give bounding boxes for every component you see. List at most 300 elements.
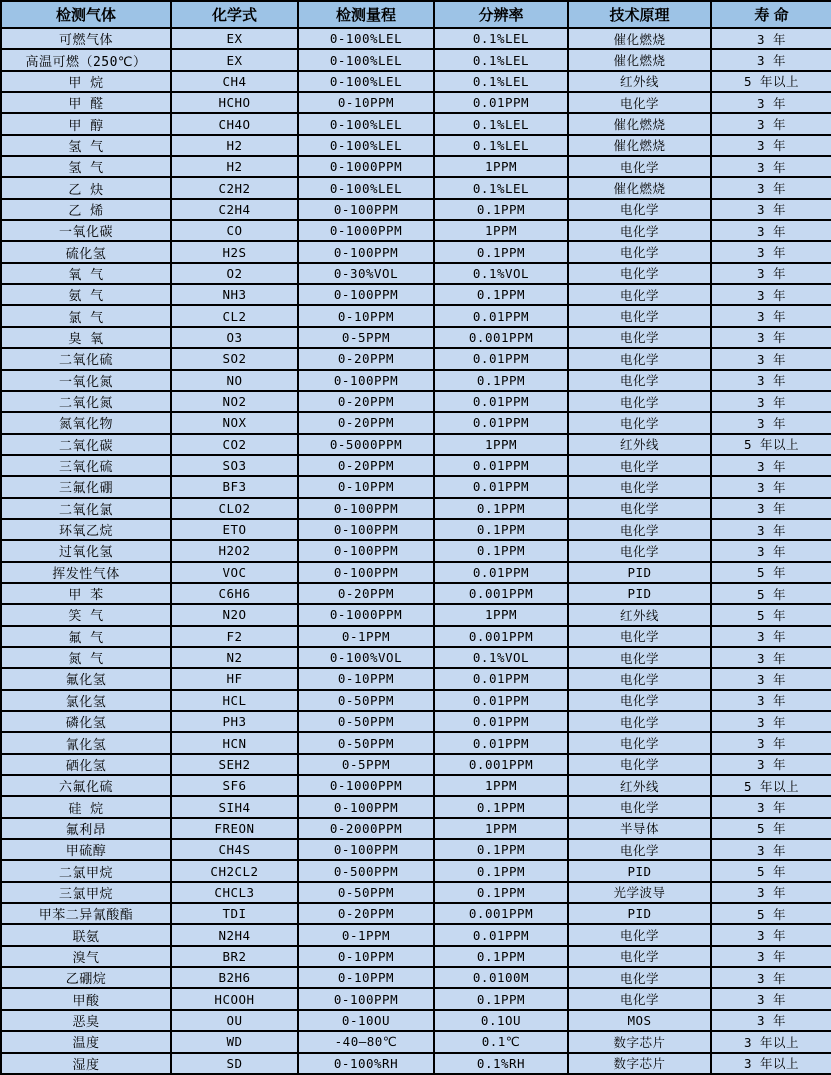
gas-name-cell: 温度	[1, 1031, 171, 1052]
table-row	[1, 946, 831, 967]
table-row	[1, 668, 831, 689]
gas-name-cell: 乙 炔	[1, 177, 171, 198]
table-row	[1, 28, 831, 49]
resolution-cell: 0.01PPM	[434, 668, 568, 689]
formula-cell: N2H4	[171, 924, 298, 945]
gas-name-cell: 氢 气	[1, 135, 171, 156]
range-cell: 0-100PPM	[298, 839, 434, 860]
principle-cell: 红外线	[568, 775, 711, 796]
resolution-cell: 0.1%LEL	[434, 71, 568, 92]
lifespan-cell: 3 年	[711, 690, 831, 711]
table-row	[1, 732, 831, 753]
resolution-cell: 0.1PPM	[434, 860, 568, 881]
gas-name-cell: 乙 烯	[1, 199, 171, 220]
resolution-cell: 0.1%RH	[434, 1053, 568, 1075]
lifespan-cell: 3 年	[711, 370, 831, 391]
lifespan-cell: 3 年	[711, 626, 831, 647]
range-cell: 0-100%RH	[298, 1053, 434, 1075]
formula-cell: SO3	[171, 455, 298, 476]
range-cell: 0-1000PPM	[298, 604, 434, 625]
range-cell: 0-10PPM	[298, 946, 434, 967]
principle-cell: 电化学	[568, 476, 711, 497]
gas-name-cell: 二氯甲烷	[1, 860, 171, 881]
principle-cell: 催化燃烧	[568, 113, 711, 134]
principle-cell: 电化学	[568, 988, 711, 1009]
range-cell: 0-100%LEL	[298, 28, 434, 49]
formula-cell: NH3	[171, 284, 298, 305]
formula-cell: OU	[171, 1010, 298, 1031]
resolution-cell: 1PPM	[434, 818, 568, 839]
gas-name-cell: 一氧化氮	[1, 370, 171, 391]
gas-name-cell: 甲苯二异氰酸酯	[1, 903, 171, 924]
formula-cell: SD	[171, 1053, 298, 1075]
table-row	[1, 49, 831, 70]
formula-cell: O2	[171, 263, 298, 284]
lifespan-cell: 3 年	[711, 732, 831, 753]
table-row	[1, 434, 831, 455]
formula-cell: NO2	[171, 391, 298, 412]
table-row	[1, 860, 831, 881]
principle-cell: 电化学	[568, 711, 711, 732]
gas-name-cell: 氟利昂	[1, 818, 171, 839]
range-cell: 0-1PPM	[298, 626, 434, 647]
resolution-cell: 0.001PPM	[434, 754, 568, 775]
range-cell: 0-100PPM	[298, 519, 434, 540]
principle-cell: 催化燃烧	[568, 49, 711, 70]
gas-name-cell: 可燃气体	[1, 28, 171, 49]
lifespan-cell: 3 年	[711, 263, 831, 284]
principle-cell: 电化学	[568, 92, 711, 113]
lifespan-cell: 3 年	[711, 647, 831, 668]
formula-cell: HCHO	[171, 92, 298, 113]
table-row	[1, 263, 831, 284]
resolution-cell: 0.1PPM	[434, 241, 568, 262]
table-row	[1, 775, 831, 796]
formula-cell: WD	[171, 1031, 298, 1052]
header-row	[1, 1, 831, 28]
column-header: 化学式	[171, 1, 298, 28]
range-cell: 0-1000PPM	[298, 156, 434, 177]
lifespan-cell: 3 年	[711, 498, 831, 519]
resolution-cell: 0.001PPM	[434, 583, 568, 604]
resolution-cell: 0.1%LEL	[434, 28, 568, 49]
principle-cell: 电化学	[568, 498, 711, 519]
range-cell: 0-500PPM	[298, 860, 434, 881]
principle-cell: 电化学	[568, 327, 711, 348]
range-cell: 0-100%LEL	[298, 71, 434, 92]
column-header: 检测量程	[298, 1, 434, 28]
resolution-cell: 1PPM	[434, 434, 568, 455]
table-row	[1, 370, 831, 391]
lifespan-cell: 3 年	[711, 1010, 831, 1031]
resolution-cell: 0.1%LEL	[434, 113, 568, 134]
formula-cell: ETO	[171, 519, 298, 540]
range-cell: 0-100PPM	[298, 199, 434, 220]
lifespan-cell: 3 年	[711, 220, 831, 241]
lifespan-cell: 3 年	[711, 305, 831, 326]
formula-cell: HCOOH	[171, 988, 298, 1009]
gas-name-cell: 氨 气	[1, 284, 171, 305]
principle-cell: 电化学	[568, 796, 711, 817]
formula-cell: FREON	[171, 818, 298, 839]
principle-cell: 电化学	[568, 241, 711, 262]
range-cell: 0-100PPM	[298, 988, 434, 1009]
lifespan-cell: 5 年	[711, 604, 831, 625]
lifespan-cell: 3 年	[711, 882, 831, 903]
gas-name-cell: 氯 气	[1, 305, 171, 326]
formula-cell: BR2	[171, 946, 298, 967]
gas-name-cell: 溴气	[1, 946, 171, 967]
formula-cell: B2H6	[171, 967, 298, 988]
table-row	[1, 476, 831, 497]
principle-cell: 红外线	[568, 71, 711, 92]
lifespan-cell: 3 年	[711, 967, 831, 988]
formula-cell: CH4O	[171, 113, 298, 134]
table-row	[1, 562, 831, 583]
formula-cell: F2	[171, 626, 298, 647]
range-cell: 0-50PPM	[298, 732, 434, 753]
range-cell: 0-10PPM	[298, 305, 434, 326]
lifespan-cell: 5 年以上	[711, 71, 831, 92]
lifespan-cell: 3 年	[711, 156, 831, 177]
principle-cell: 红外线	[568, 604, 711, 625]
principle-cell: 电化学	[568, 668, 711, 689]
resolution-cell: 0.0100M	[434, 967, 568, 988]
gas-name-cell: 三氟化硼	[1, 476, 171, 497]
gas-name-cell: 甲硫醇	[1, 839, 171, 860]
range-cell: -40—80℃	[298, 1031, 434, 1052]
range-cell: 0-100PPM	[298, 241, 434, 262]
table-row	[1, 839, 831, 860]
formula-cell: N2	[171, 647, 298, 668]
principle-cell: 电化学	[568, 284, 711, 305]
lifespan-cell: 3 年	[711, 476, 831, 497]
gas-name-cell: 过氧化氢	[1, 540, 171, 561]
resolution-cell: 0.1PPM	[434, 498, 568, 519]
principle-cell: 电化学	[568, 220, 711, 241]
range-cell: 0-100%LEL	[298, 113, 434, 134]
lifespan-cell: 5 年以上	[711, 775, 831, 796]
resolution-cell: 0.1PPM	[434, 370, 568, 391]
principle-cell: 电化学	[568, 519, 711, 540]
principle-cell: 电化学	[568, 626, 711, 647]
formula-cell: NOX	[171, 412, 298, 433]
principle-cell: PID	[568, 903, 711, 924]
table-row	[1, 882, 831, 903]
table-row	[1, 1010, 831, 1031]
gas-name-cell: 氮 气	[1, 647, 171, 668]
principle-cell: 电化学	[568, 839, 711, 860]
gas-name-cell: 甲 醛	[1, 92, 171, 113]
lifespan-cell: 3 年	[711, 391, 831, 412]
formula-cell: HF	[171, 668, 298, 689]
resolution-cell: 0.1%VOL	[434, 263, 568, 284]
resolution-cell: 0.01PPM	[434, 711, 568, 732]
lifespan-cell: 3 年	[711, 946, 831, 967]
range-cell: 0-1PPM	[298, 924, 434, 945]
lifespan-cell: 3 年	[711, 455, 831, 476]
range-cell: 0-100%LEL	[298, 135, 434, 156]
gas-name-cell: 高温可燃（250℃）	[1, 49, 171, 70]
principle-cell: 数字芯片	[568, 1031, 711, 1052]
gas-name-cell: 氢 气	[1, 156, 171, 177]
resolution-cell: 0.001PPM	[434, 626, 568, 647]
gas-name-cell: 环氧乙烷	[1, 519, 171, 540]
table-row	[1, 796, 831, 817]
range-cell: 0-20PPM	[298, 348, 434, 369]
principle-cell: 电化学	[568, 754, 711, 775]
lifespan-cell: 3 年	[711, 924, 831, 945]
lifespan-cell: 3 年	[711, 327, 831, 348]
table-row	[1, 924, 831, 945]
principle-cell: 红外线	[568, 434, 711, 455]
table-row	[1, 498, 831, 519]
lifespan-cell: 3 年	[711, 28, 831, 49]
principle-cell: 电化学	[568, 391, 711, 412]
range-cell: 0-10PPM	[298, 967, 434, 988]
table-row	[1, 818, 831, 839]
gas-name-cell: 三氧化硫	[1, 455, 171, 476]
formula-cell: PH3	[171, 711, 298, 732]
lifespan-cell: 5 年	[711, 562, 831, 583]
gas-name-cell: 硫化氢	[1, 241, 171, 262]
resolution-cell: 1PPM	[434, 604, 568, 625]
table-row	[1, 967, 831, 988]
table-row	[1, 177, 831, 198]
table-header	[1, 1, 831, 28]
table-row	[1, 519, 831, 540]
resolution-cell: 0.01PPM	[434, 348, 568, 369]
table-row	[1, 348, 831, 369]
formula-cell: CL2	[171, 305, 298, 326]
lifespan-cell: 3 年	[711, 988, 831, 1009]
formula-cell: CO	[171, 220, 298, 241]
formula-cell: H2	[171, 156, 298, 177]
range-cell: 0-100%LEL	[298, 49, 434, 70]
resolution-cell: 0.01PPM	[434, 455, 568, 476]
principle-cell: 半导体	[568, 818, 711, 839]
lifespan-cell: 3 年	[711, 241, 831, 262]
gas-name-cell: 二氧化氮	[1, 391, 171, 412]
principle-cell: 电化学	[568, 305, 711, 326]
lifespan-cell: 3 年	[711, 177, 831, 198]
lifespan-cell: 5 年	[711, 818, 831, 839]
lifespan-cell: 3 年以上	[711, 1053, 831, 1075]
resolution-cell: 0.01PPM	[434, 92, 568, 113]
column-header: 技术原理	[568, 1, 711, 28]
table-row	[1, 199, 831, 220]
gas-name-cell: 乙硼烷	[1, 967, 171, 988]
range-cell: 0-10PPM	[298, 668, 434, 689]
gas-name-cell: 六氟化硫	[1, 775, 171, 796]
table-row	[1, 412, 831, 433]
lifespan-cell: 3 年	[711, 839, 831, 860]
formula-cell: EX	[171, 28, 298, 49]
resolution-cell: 0.01PPM	[434, 690, 568, 711]
resolution-cell: 0.1%VOL	[434, 647, 568, 668]
range-cell: 0-5PPM	[298, 327, 434, 348]
resolution-cell: 0.1PPM	[434, 540, 568, 561]
lifespan-cell: 3 年	[711, 113, 831, 134]
resolution-cell: 0.01PPM	[434, 476, 568, 497]
resolution-cell: 0.01PPM	[434, 924, 568, 945]
lifespan-cell: 5 年	[711, 903, 831, 924]
resolution-cell: 0.001PPM	[434, 903, 568, 924]
range-cell: 0-30%VOL	[298, 263, 434, 284]
formula-cell: HCN	[171, 732, 298, 753]
resolution-cell: 1PPM	[434, 775, 568, 796]
gas-name-cell: 甲 苯	[1, 583, 171, 604]
gas-name-cell: 甲 烷	[1, 71, 171, 92]
table-row	[1, 220, 831, 241]
lifespan-cell: 5 年	[711, 860, 831, 881]
range-cell: 0-50PPM	[298, 690, 434, 711]
formula-cell: NO	[171, 370, 298, 391]
resolution-cell: 0.1%LEL	[434, 135, 568, 156]
range-cell: 0-20PPM	[298, 583, 434, 604]
formula-cell: H2	[171, 135, 298, 156]
range-cell: 0-100PPM	[298, 370, 434, 391]
gas-name-cell: 甲 醇	[1, 113, 171, 134]
principle-cell: PID	[568, 562, 711, 583]
formula-cell: SIH4	[171, 796, 298, 817]
table-row	[1, 135, 831, 156]
formula-cell: O3	[171, 327, 298, 348]
resolution-cell: 0.1PPM	[434, 882, 568, 903]
gas-name-cell: 联氨	[1, 924, 171, 945]
gas-name-cell: 氟化氢	[1, 668, 171, 689]
gas-name-cell: 硒化氢	[1, 754, 171, 775]
resolution-cell: 0.1%LEL	[434, 49, 568, 70]
resolution-cell: 0.1%LEL	[434, 177, 568, 198]
gas-name-cell: 氯化氢	[1, 690, 171, 711]
formula-cell: CHCL3	[171, 882, 298, 903]
gas-name-cell: 氰化氢	[1, 732, 171, 753]
table-row	[1, 241, 831, 262]
gas-name-cell: 一氧化碳	[1, 220, 171, 241]
table-row	[1, 455, 831, 476]
gas-name-cell: 二氧化碳	[1, 434, 171, 455]
formula-cell: CH2CL2	[171, 860, 298, 881]
principle-cell: 电化学	[568, 348, 711, 369]
principle-cell: PID	[568, 583, 711, 604]
resolution-cell: 0.1PPM	[434, 796, 568, 817]
principle-cell: 电化学	[568, 199, 711, 220]
range-cell: 0-20PPM	[298, 412, 434, 433]
gas-name-cell: 磷化氢	[1, 711, 171, 732]
principle-cell: 电化学	[568, 647, 711, 668]
lifespan-cell: 3 年	[711, 199, 831, 220]
column-header: 分辨率	[434, 1, 568, 28]
formula-cell: CH4S	[171, 839, 298, 860]
table-row	[1, 327, 831, 348]
lifespan-cell: 3 年	[711, 284, 831, 305]
column-header: 检测气体	[1, 1, 171, 28]
table-row	[1, 711, 831, 732]
range-cell: 0-100%LEL	[298, 177, 434, 198]
range-cell: 0-20PPM	[298, 903, 434, 924]
principle-cell: 数字芯片	[568, 1053, 711, 1075]
lifespan-cell: 3 年	[711, 348, 831, 369]
lifespan-cell: 3 年以上	[711, 1031, 831, 1052]
table-row	[1, 391, 831, 412]
table-row	[1, 690, 831, 711]
resolution-cell: 0.1OU	[434, 1010, 568, 1031]
range-cell: 0-100PPM	[298, 498, 434, 519]
gas-name-cell: 二氧化硫	[1, 348, 171, 369]
gas-name-cell: 氧 气	[1, 263, 171, 284]
formula-cell: CLO2	[171, 498, 298, 519]
formula-cell: VOC	[171, 562, 298, 583]
resolution-cell: 1PPM	[434, 156, 568, 177]
column-header: 寿 命	[711, 1, 831, 28]
principle-cell: 电化学	[568, 370, 711, 391]
table-row	[1, 156, 831, 177]
principle-cell: 光学波导	[568, 882, 711, 903]
lifespan-cell: 3 年	[711, 135, 831, 156]
principle-cell: 催化燃烧	[568, 135, 711, 156]
formula-cell: H2O2	[171, 540, 298, 561]
lifespan-cell: 3 年	[711, 92, 831, 113]
resolution-cell: 0.01PPM	[434, 412, 568, 433]
table-row	[1, 540, 831, 561]
gas-name-cell: 氟 气	[1, 626, 171, 647]
principle-cell: 电化学	[568, 263, 711, 284]
table-row	[1, 305, 831, 326]
formula-cell: CO2	[171, 434, 298, 455]
formula-cell: N2O	[171, 604, 298, 625]
principle-cell: PID	[568, 860, 711, 881]
range-cell: 0-20PPM	[298, 455, 434, 476]
principle-cell: 电化学	[568, 946, 711, 967]
resolution-cell: 0.1PPM	[434, 284, 568, 305]
table-row	[1, 1053, 831, 1075]
principle-cell: 电化学	[568, 412, 711, 433]
resolution-cell: 0.1℃	[434, 1031, 568, 1052]
resolution-cell: 0.001PPM	[434, 327, 568, 348]
formula-cell: HCL	[171, 690, 298, 711]
resolution-cell: 0.01PPM	[434, 732, 568, 753]
formula-cell: SO2	[171, 348, 298, 369]
resolution-cell: 1PPM	[434, 220, 568, 241]
gas-name-cell: 甲酸	[1, 988, 171, 1009]
range-cell: 0-2000PPM	[298, 818, 434, 839]
principle-cell: 电化学	[568, 690, 711, 711]
formula-cell: C6H6	[171, 583, 298, 604]
table-row	[1, 604, 831, 625]
range-cell: 0-10OU	[298, 1010, 434, 1031]
lifespan-cell: 3 年	[711, 668, 831, 689]
principle-cell: 电化学	[568, 455, 711, 476]
table-row	[1, 1031, 831, 1052]
table-row	[1, 988, 831, 1009]
resolution-cell: 0.1PPM	[434, 946, 568, 967]
principle-cell: 电化学	[568, 924, 711, 945]
range-cell: 0-100PPM	[298, 562, 434, 583]
table-row	[1, 92, 831, 113]
gas-name-cell: 湿度	[1, 1053, 171, 1075]
range-cell: 0-5000PPM	[298, 434, 434, 455]
resolution-cell: 0.1PPM	[434, 519, 568, 540]
principle-cell: 电化学	[568, 732, 711, 753]
range-cell: 0-10PPM	[298, 476, 434, 497]
lifespan-cell: 5 年	[711, 583, 831, 604]
gas-name-cell: 臭 氧	[1, 327, 171, 348]
range-cell: 0-50PPM	[298, 711, 434, 732]
principle-cell: MOS	[568, 1010, 711, 1031]
resolution-cell: 0.01PPM	[434, 391, 568, 412]
resolution-cell: 0.1PPM	[434, 988, 568, 1009]
